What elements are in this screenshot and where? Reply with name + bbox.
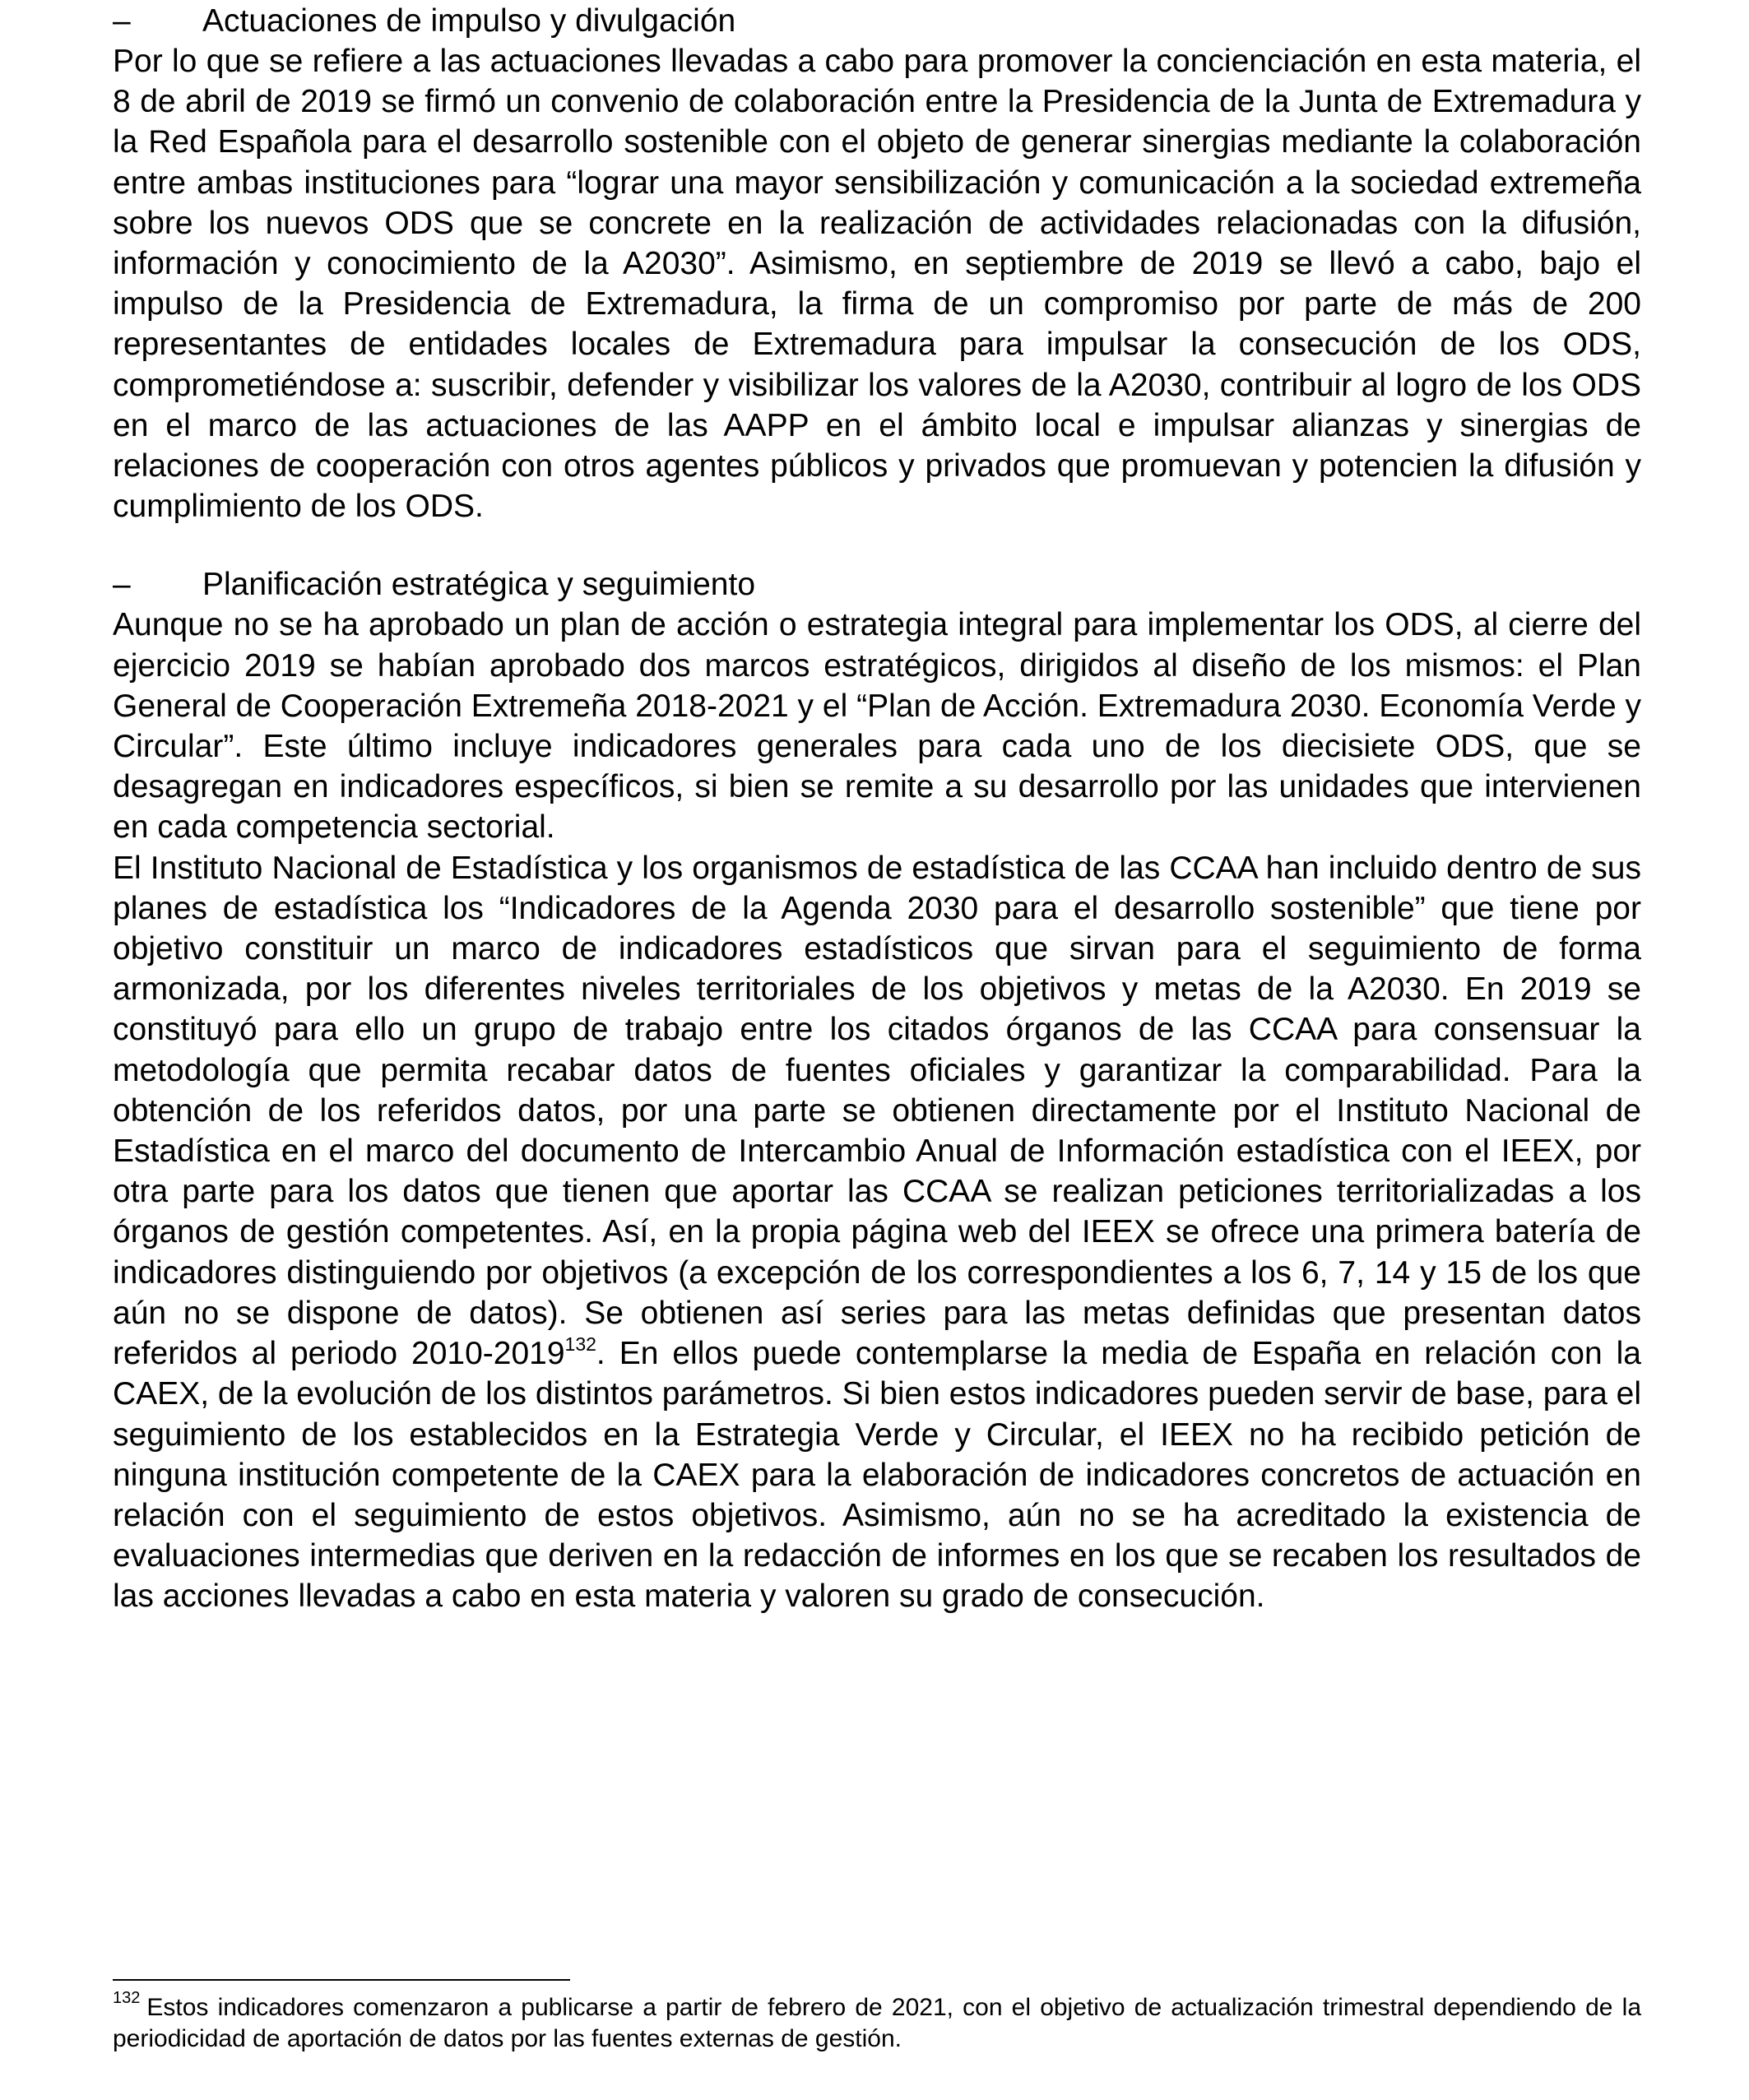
- section-heading-impulso: [113, 1, 1641, 41]
- paragraph-text-before-note: El Instituto Nacional de Estadística y los organismos de estadística de las CCAA han incluido dentro de sus planes de estadística los “Indicadores de la Agenda 2030 para el desarrollo sostenible” que tiene por objetivo constituir un marco de indicadores estadísticos que sirvan para el seguimiento de forma armonizada, por los diferentes niveles territoriales de los objetivos y metas de la A2030. En 2019 se constituyó para ello un grupo de trabajo entre los citados órganos de las CCAA para consensuar la metodología que permita recabar datos de fuentes oficiales y garantizar la comparabilidad. Para la obtención de los referidos datos, por una parte se obtienen directamente por el Instituto Nacional de Estadística en el marco del documento de Intercambio Anual de Información estadística con el IEEX, por otra parte para los datos que tienen que aportar las CCAA se realizan peticiones territorializadas a los órganos de gestión competentes. Así, en la propia página web del IEEX se ofrece una primera batería de indicadores distinguiendo por objetivos (a excepción de los correspondientes a los 6, 7, 14 y 15 de los que aún no se dispone de datos). Se obtienen así series para las metas definidas que presentan datos referidos al periodo 2010-2019: [113, 850, 1641, 1372]
- section-heading-text: Planificación estratégica y seguimiento: [202, 567, 756, 603]
- document-page: [113, 0, 1641, 1617]
- body-paragraph-with-footnote: [113, 848, 1641, 1617]
- section-heading-text: Actuaciones de impulso y divulgación: [202, 3, 736, 39]
- body-paragraph: Por lo que se refiere a las actuaciones llevadas a cabo para promover la concienciación en esta materia, el 8 de abril de 2019 se firmó un convenio de colaboración entre la Presidencia de la Junta de Extremadura y la Red Española para el desarrollo sostenible con el objeto de generar sinergias mediante la colaboración entre ambas instituciones para “lograr una mayor sensibilización y comunicación a la sociedad extremeña sobre los nuevos ODS que se concrete en la realización de actividades relacionadas con la difusión, información y conocimiento de la A2030”. Asimismo, en septiembre de 2019 se llevó a cabo, bajo el impulso de la Presidencia de Extremadura, la firma de un compromiso por parte de más de 200 representantes de entidades locales de Extremadura para impulsar la consecución de los ODS, comprometiéndose a: suscribir, defender y visibilizar los valores de la A2030, contribuir al logro de los ODS en el marco de las actuaciones de las AAPP en el ámbito local e impulsar alianzas y sinergias de relaciones de cooperación con otros agentes públicos y privados que promuevan y potencien la difusión y cumplimiento de los ODS.: [113, 44, 1641, 525]
- dash-bullet: –: [113, 3, 131, 39]
- footnote-reference[interactable]: 132: [564, 1333, 596, 1356]
- dash-bullet: –: [113, 567, 131, 603]
- footnote-number: 132: [113, 1989, 141, 2007]
- paragraph-text-after-note: . En ellos puede contemplarse la media de España en relación con la CAEX, de la evolución de los distintos parámetros. Si bien estos indicadores pueden servir de base, para el seguimiento de los establecidos en la Estrategia Verde y Circular, el IEEX no ha recibido petición de ninguna institución competente de la CAEX para la elaboración de indicadores concretos de actuación en relación con el seguimiento de estos objetivos. Asimismo, aún no se ha acreditado la existencia de evaluaciones intermedias que deriven en la redacción de informes en los que se recaben los resultados de las acciones llevadas a cabo en esta materia y valoren su grado de consecución.: [113, 1336, 1641, 1615]
- section-heading-planificacion: [113, 564, 1641, 605]
- body-paragraph: Aunque no se ha aprobado un plan de acción o estrategia integral para implementar los ODS, al cierre del ejercicio 2019 se habían aprobado dos marcos estratégicos, dirigidos al diseño de los mismos: el Plan General de Cooperación Extremeña 2018-2021 y el “Plan de Acción. Extremadura 2030. Economía Verde y Circular”. Este último incluye indicadores generales para cada uno de los diecisiete ODS, que se desagregan en indicadores específicos, si bien se remite a su desarrollo por las unidades que intervienen en cada competencia sectorial.: [113, 607, 1641, 846]
- footnote-text: Estos indicadores comenzaron a publicarse a partir de febrero de 2021, con el objetivo de actualización trimestral dependiendo de la periodicidad de aportación de datos por las fuentes externas de gestión.: [113, 1994, 1641, 2052]
- footnote-separator: [113, 1979, 570, 1981]
- footnote: [113, 1989, 1641, 2055]
